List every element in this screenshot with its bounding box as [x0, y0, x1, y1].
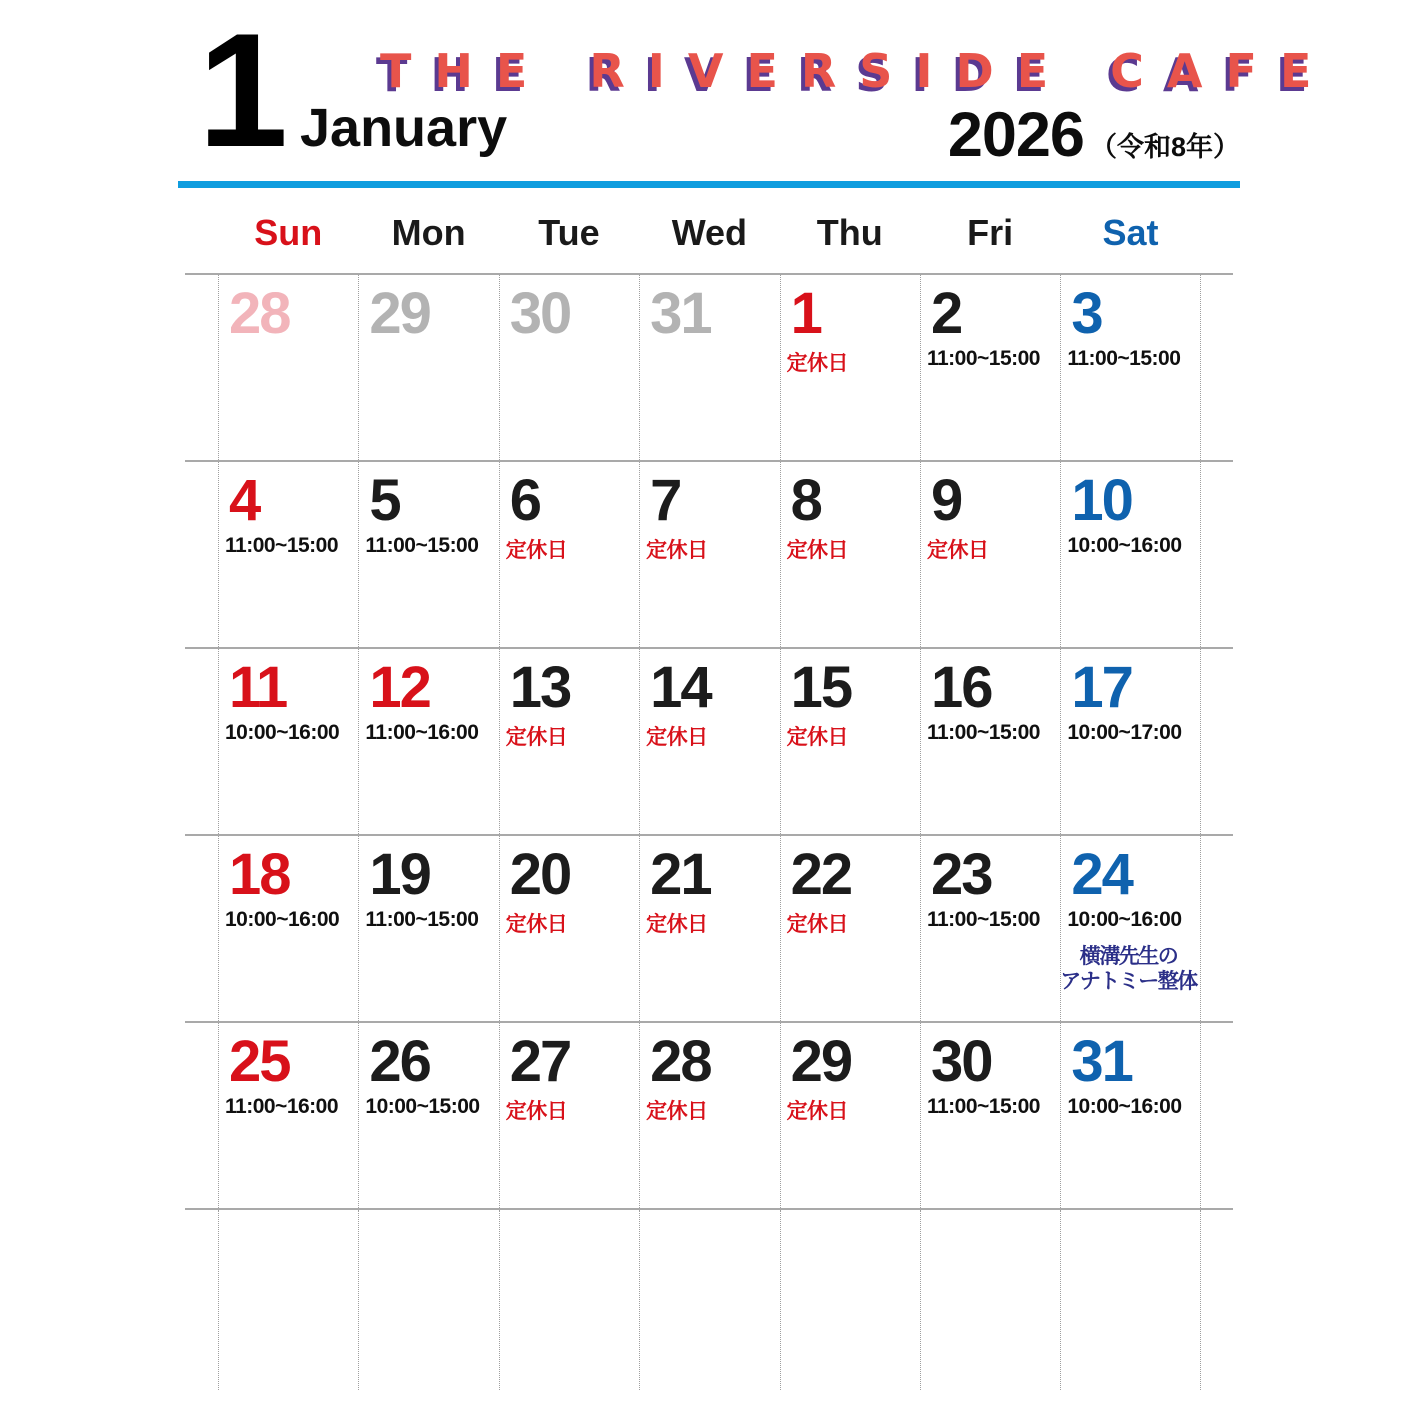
empty-day-cell [1060, 1210, 1200, 1390]
day-cell-14 [639, 649, 779, 834]
closed-day-label: 定休日 [505, 913, 568, 936]
opening-hours-label: 11:00~15:00 [1067, 347, 1181, 370]
event-note [1057, 945, 1199, 995]
weeks-grid [185, 273, 1233, 1390]
day-cell-3 [1060, 275, 1200, 460]
day-number: 18 [229, 842, 290, 907]
closed-day-label: 定休日 [926, 539, 989, 562]
day-number: 30 [509, 281, 571, 346]
day-number: 6 [509, 468, 541, 533]
day-number: 27 [509, 1029, 571, 1094]
day-number: 31 [650, 281, 711, 346]
day-number: 22 [790, 842, 852, 907]
closed-day-label: 定休日 [505, 1100, 568, 1123]
day-number: 13 [509, 655, 571, 720]
day-number: 25 [229, 1029, 290, 1094]
month-number: 1 [198, 0, 289, 181]
day-number: 20 [509, 842, 571, 907]
closed-day-label: 定休日 [786, 539, 849, 562]
empty-week-row [185, 1208, 1233, 1390]
closed-day-label: 定休日 [646, 539, 708, 562]
opening-hours-label: 11:00~15:00 [225, 534, 339, 557]
day-cell-10 [1060, 462, 1200, 647]
day-cell-4 [218, 462, 358, 647]
day-number: 1 [790, 281, 821, 346]
day-number: 21 [650, 842, 711, 907]
day-number: 31 [1071, 1029, 1132, 1094]
day-cell-27 [499, 1023, 639, 1208]
closed-day-label: 定休日 [646, 913, 708, 936]
weekday-header-row [185, 200, 1233, 273]
opening-hours-label: 11:00~15:00 [365, 534, 479, 557]
day-cell-28 [218, 275, 358, 460]
opening-hours-label: 11:00~15:00 [365, 908, 479, 931]
closed-day-label: 定休日 [505, 539, 568, 562]
day-number: 14 [650, 655, 711, 720]
day-cell-9 [920, 462, 1060, 647]
weekday-tue: Tue [538, 212, 600, 253]
cafe-title: THE RIVERSIDE CAFE [380, 44, 1335, 98]
weekday-fri: Fri [967, 212, 1014, 253]
day-cell-17 [1060, 649, 1200, 834]
calendar [185, 200, 1233, 1390]
empty-day-cell [920, 1210, 1060, 1390]
empty-day-cell [499, 1210, 639, 1390]
day-number: 2 [930, 281, 962, 346]
day-cell-13 [499, 649, 639, 834]
day-number: 17 [1071, 655, 1132, 720]
week-row-5 [185, 1021, 1233, 1208]
day-cell-12 [358, 649, 498, 834]
closed-day-label: 定休日 [646, 726, 708, 749]
empty-day-cell [218, 1210, 358, 1390]
day-cell-1 [780, 275, 920, 460]
day-cell-7 [639, 462, 779, 647]
day-number: 24 [1071, 842, 1132, 907]
day-cell-15 [780, 649, 920, 834]
day-cell-24 [1060, 836, 1200, 1021]
era-label: （令和8年） [1089, 132, 1240, 162]
day-number: 12 [369, 655, 430, 720]
day-number: 3 [1071, 281, 1102, 346]
weekday-thu: Thu [816, 212, 883, 253]
day-cell-22 [780, 836, 920, 1021]
opening-hours-label: 11:00~16:00 [365, 721, 479, 744]
day-cell-25 [218, 1023, 358, 1208]
day-cell-31 [639, 275, 779, 460]
closed-day-label: 定休日 [786, 352, 849, 375]
opening-hours-label: 10:00~16:00 [1067, 1095, 1182, 1118]
day-cell-31 [1060, 1023, 1200, 1208]
day-cell-11 [218, 649, 358, 834]
day-cell-16 [920, 649, 1060, 834]
day-cell-6 [499, 462, 639, 647]
event-note-line: アナトミー整体 [1060, 969, 1197, 993]
empty-day-cell [780, 1210, 920, 1390]
week-row-4 [185, 834, 1233, 1021]
month-name: January [300, 98, 508, 158]
header-accent-line [178, 181, 1240, 188]
day-number: 26 [369, 1029, 430, 1094]
empty-day-cell [639, 1210, 779, 1390]
opening-hours-label: 10:00~16:00 [1067, 534, 1182, 557]
day-cell-8 [780, 462, 920, 647]
day-number: 29 [369, 281, 430, 346]
day-cell-26 [358, 1023, 498, 1208]
day-cell-19 [358, 836, 498, 1021]
day-number: 7 [650, 468, 681, 533]
day-number: 9 [930, 468, 962, 533]
day-number: 5 [369, 468, 400, 533]
weekday-mon: Mon [391, 212, 466, 253]
day-cell-5 [358, 462, 498, 647]
closed-day-label: 定休日 [505, 726, 568, 749]
opening-hours-label: 11:00~16:00 [225, 1095, 339, 1118]
weekday-sat: Sat [1102, 212, 1159, 253]
opening-hours-label: 10:00~17:00 [1067, 721, 1182, 744]
day-number: 28 [229, 281, 290, 346]
week-row-1 [185, 273, 1233, 460]
empty-day-cell [358, 1210, 498, 1390]
day-cell-30 [499, 275, 639, 460]
opening-hours-label: 10:00~16:00 [225, 721, 340, 744]
year-block [947, 100, 1240, 170]
day-number: 11 [229, 655, 287, 720]
opening-hours-label: 11:00~15:00 [926, 908, 1040, 931]
day-cell-2 [920, 275, 1060, 460]
opening-hours-label: 10:00~15:00 [365, 1095, 480, 1118]
day-cell-20 [499, 836, 639, 1021]
day-cell-28 [639, 1023, 779, 1208]
day-number: 29 [790, 1029, 852, 1094]
event-note-line: 横溝先生の [1079, 945, 1178, 968]
week-row-2 [185, 460, 1233, 647]
opening-hours-label: 10:00~16:00 [1067, 908, 1182, 931]
day-number: 16 [930, 655, 992, 720]
week-row-3 [185, 647, 1233, 834]
weekday-wed: Wed [671, 212, 748, 253]
day-cell-29 [780, 1023, 920, 1208]
day-number: 30 [930, 1029, 992, 1094]
weekday-sun: Sun [254, 212, 323, 253]
closed-day-label: 定休日 [646, 1100, 708, 1123]
closed-day-label: 定休日 [786, 726, 849, 749]
day-number: 23 [930, 842, 992, 907]
closed-day-label: 定休日 [786, 1100, 849, 1123]
day-number: 19 [369, 842, 430, 907]
day-cell-29 [358, 275, 498, 460]
day-number: 8 [790, 468, 821, 533]
closed-day-label: 定休日 [786, 913, 849, 936]
day-cell-23 [920, 836, 1060, 1021]
opening-hours-label: 11:00~15:00 [926, 721, 1040, 744]
day-number: 28 [650, 1029, 711, 1094]
day-cell-18 [218, 836, 358, 1021]
day-number: 4 [229, 468, 260, 533]
opening-hours-label: 11:00~15:00 [926, 1095, 1040, 1118]
day-cell-30 [920, 1023, 1060, 1208]
opening-hours-label: 11:00~15:00 [926, 347, 1040, 370]
opening-hours-label: 10:00~16:00 [225, 908, 340, 931]
day-number: 10 [1071, 468, 1132, 533]
day-number: 15 [790, 655, 852, 720]
day-cell-21 [639, 836, 779, 1021]
year: 2026 [947, 100, 1084, 170]
